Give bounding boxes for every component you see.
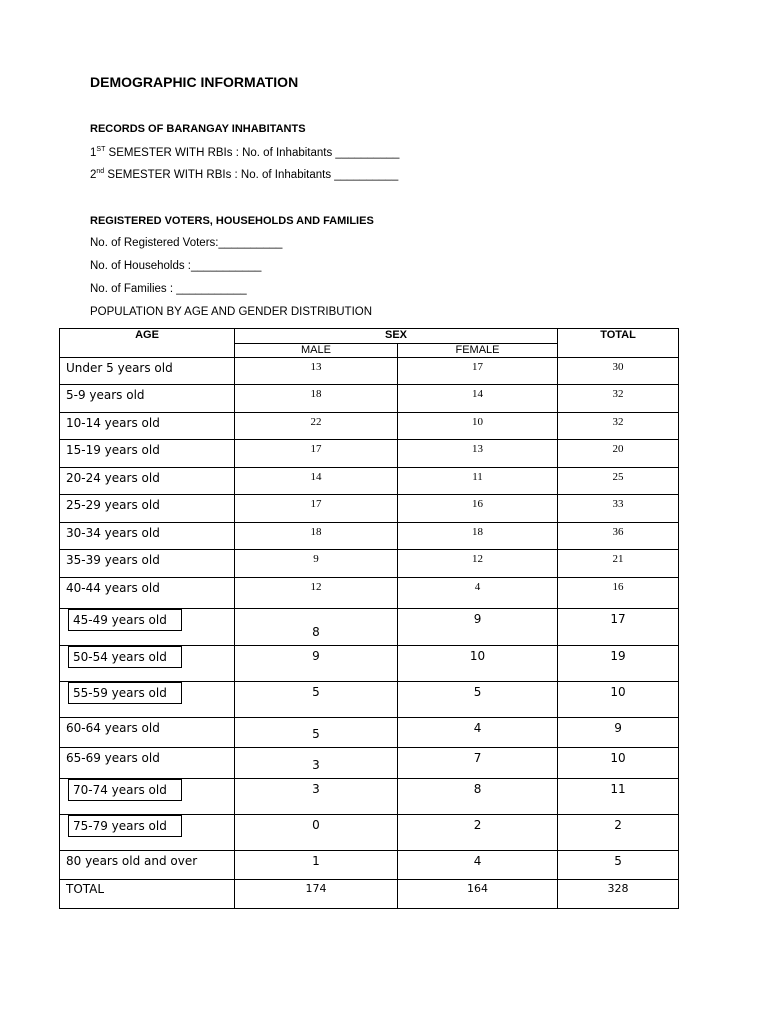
male-count-value: 9 — [312, 649, 320, 663]
table-row — [60, 851, 679, 880]
male-count-value: 5 — [312, 685, 320, 699]
age-group-label: 15-19 years old — [66, 443, 160, 457]
male-column-header: MALE — [235, 344, 398, 358]
male-count-value: 12 — [310, 581, 322, 593]
table-row — [60, 440, 679, 468]
male-count-value: 13 — [310, 361, 322, 373]
female-count-value: 13 — [472, 443, 483, 455]
age-group-cell — [60, 440, 235, 468]
female-count-cell — [398, 682, 558, 718]
female-count-cell — [398, 440, 558, 468]
male-count-cell — [235, 358, 398, 385]
age-group-cell — [60, 682, 235, 718]
age-group-label: 35-39 years old — [66, 553, 160, 567]
total-count-cell — [558, 646, 679, 682]
households-line: No. of Households :___________ — [90, 260, 262, 272]
total-count-value: 16 — [612, 581, 624, 593]
female-count-value: 7 — [473, 751, 482, 765]
age-group-cell — [60, 646, 235, 682]
total-count-value: 9 — [614, 721, 622, 735]
age-group-label: 25-29 years old — [66, 498, 160, 512]
total-count-value: 11 — [610, 782, 626, 796]
voters-heading: REGISTERED VOTERS, HOUSEHOLDS AND FAMILIES — [90, 215, 374, 227]
age-group-label: 50-54 years old — [68, 646, 182, 668]
age-group-cell — [60, 851, 235, 880]
table-row — [60, 748, 679, 779]
total-column-header: TOTAL — [558, 329, 679, 358]
total-count-cell — [558, 358, 679, 385]
table-row — [60, 578, 679, 609]
total-count-value: 5 — [614, 854, 622, 868]
female-count-cell — [398, 851, 558, 880]
female-count-value: 4 — [473, 854, 482, 868]
age-group-cell — [60, 748, 235, 779]
total-count-value: 32 — [612, 416, 624, 428]
age-group-cell — [60, 358, 235, 385]
table-row — [60, 646, 679, 682]
female-count-cell — [398, 718, 558, 748]
female-count-cell — [398, 550, 558, 578]
table-row — [60, 385, 679, 413]
female-count-cell — [398, 413, 558, 440]
table-row — [60, 468, 679, 495]
families-line: No. of Families : ___________ — [90, 283, 247, 295]
total-count-value: 20 — [612, 443, 624, 455]
age-group-label: Under 5 years old — [66, 361, 173, 375]
total-count-value: 2 — [614, 818, 622, 832]
female-count-cell — [398, 468, 558, 495]
age-group-cell — [60, 385, 235, 413]
male-count-cell — [235, 815, 398, 851]
age-group-cell — [60, 718, 235, 748]
male-count-cell — [235, 682, 398, 718]
age-group-label: 75-79 years old — [68, 815, 182, 837]
female-count-cell — [398, 495, 558, 523]
female-count-value: 9 — [473, 612, 482, 626]
age-group-label: 70-74 years old — [68, 779, 182, 801]
female-count-value: 10 — [472, 416, 483, 428]
table-row — [60, 495, 679, 523]
male-count-value: 14 — [310, 471, 322, 483]
age-group-label: 80 years old and over — [66, 854, 198, 868]
total-count-value: 10 — [610, 751, 626, 765]
age-group-cell — [60, 815, 235, 851]
female-count-cell — [398, 609, 558, 646]
age-group-label: 30-34 years old — [66, 526, 160, 540]
sex-column-header: SEX — [235, 329, 558, 344]
grand-total-female: 164 — [398, 880, 558, 909]
male-count-value: 18 — [310, 388, 322, 400]
total-row — [60, 880, 679, 909]
total-count-value: 21 — [612, 553, 624, 565]
male-count-cell — [235, 609, 398, 646]
age-group-label: 20-24 years old — [66, 471, 160, 485]
semester-2-text: SEMESTER WITH RBIs : No. of Inhabitants __________ — [104, 168, 399, 181]
male-count-value: 9 — [313, 553, 319, 565]
age-group-label: 55-59 years old — [68, 682, 182, 704]
registered-voters-line: No. of Registered Voters:__________ — [90, 237, 283, 249]
table-row — [60, 718, 679, 748]
total-count-value: 32 — [612, 388, 624, 400]
female-count-cell — [398, 523, 558, 550]
male-count-cell — [235, 779, 398, 815]
male-count-cell — [235, 523, 398, 550]
semester-1-ordinal: ST — [96, 146, 106, 153]
table-row — [60, 779, 679, 815]
female-count-value: 4 — [473, 721, 482, 735]
age-column-header: AGE — [60, 329, 235, 358]
male-count-cell — [235, 413, 398, 440]
male-count-cell — [235, 748, 398, 779]
male-count-cell — [235, 578, 398, 609]
age-group-label: 65-69 years old — [66, 751, 160, 765]
table-row — [60, 523, 679, 550]
semester-1-line — [90, 146, 399, 159]
male-count-cell — [235, 468, 398, 495]
total-count-value: 19 — [610, 649, 626, 663]
male-count-cell — [235, 718, 398, 748]
population-heading: POPULATION BY AGE AND GENDER DISTRIBUTION — [90, 306, 373, 318]
total-count-cell — [558, 385, 679, 413]
male-count-value: 3 — [312, 758, 320, 772]
female-count-value: 5 — [473, 685, 482, 699]
age-group-label: 5-9 years old — [66, 388, 145, 402]
table-row — [60, 815, 679, 851]
female-count-cell — [398, 748, 558, 779]
male-count-value: 1 — [312, 854, 320, 868]
female-count-value: 18 — [472, 526, 483, 538]
total-count-cell — [558, 440, 679, 468]
female-count-cell — [398, 646, 558, 682]
semester-2-line — [90, 168, 398, 181]
male-count-cell — [235, 550, 398, 578]
total-count-cell — [558, 682, 679, 718]
total-count-cell — [558, 550, 679, 578]
total-count-value: 33 — [612, 498, 624, 510]
document-title: DEMOGRAPHIC INFORMATION — [90, 74, 299, 90]
age-group-label: 60-64 years old — [66, 721, 160, 735]
semester-1-text: SEMESTER WITH RBIs : No. of Inhabitants __________ — [105, 146, 400, 159]
male-count-value: 3 — [312, 782, 320, 796]
age-group-cell — [60, 468, 235, 495]
female-count-value: 10 — [469, 649, 486, 663]
total-count-cell — [558, 851, 679, 880]
male-count-value: 22 — [310, 416, 322, 428]
female-count-value: 17 — [472, 361, 483, 373]
total-count-cell — [558, 413, 679, 440]
female-count-value: 12 — [472, 553, 483, 565]
age-group-cell — [60, 523, 235, 550]
total-count-cell — [558, 718, 679, 748]
total-count-cell — [558, 609, 679, 646]
age-group-cell — [60, 550, 235, 578]
grand-total-male: 174 — [235, 880, 398, 909]
table-row — [60, 413, 679, 440]
total-count-cell — [558, 495, 679, 523]
age-group-cell — [60, 779, 235, 815]
table-row — [60, 682, 679, 718]
male-count-cell — [235, 851, 398, 880]
female-column-header: FEMALE — [398, 344, 558, 358]
semester-2-number: 2 — [90, 168, 97, 181]
total-count-cell — [558, 468, 679, 495]
female-count-value: 8 — [473, 782, 482, 796]
age-group-cell — [60, 609, 235, 646]
population-table-body — [60, 358, 679, 909]
semester-1-number: 1 — [90, 146, 97, 159]
age-group-cell — [60, 413, 235, 440]
female-count-value: 11 — [472, 471, 483, 483]
male-count-value: 5 — [312, 727, 320, 741]
total-count-cell — [558, 779, 679, 815]
male-count-cell — [235, 646, 398, 682]
male-count-value: 17 — [310, 498, 322, 510]
table-row — [60, 358, 679, 385]
female-count-cell — [398, 578, 558, 609]
total-count-value: 25 — [612, 471, 624, 483]
male-count-value: 0 — [312, 818, 320, 832]
female-count-cell — [398, 385, 558, 413]
male-count-value: 18 — [310, 526, 322, 538]
total-count-cell — [558, 815, 679, 851]
semester-2-ordinal: nd — [96, 168, 105, 175]
total-count-value: 10 — [610, 685, 626, 699]
female-count-value: 14 — [472, 388, 483, 400]
total-count-value: 17 — [610, 612, 626, 626]
total-count-cell — [558, 748, 679, 779]
age-group-cell — [60, 495, 235, 523]
female-count-value: 2 — [473, 818, 482, 832]
table-row — [60, 609, 679, 646]
grand-total-total: 328 — [558, 880, 679, 909]
male-count-value: 17 — [310, 443, 322, 455]
table-row — [60, 550, 679, 578]
age-group-label: 45-49 years old — [68, 609, 182, 631]
female-count-cell — [398, 779, 558, 815]
male-count-cell — [235, 495, 398, 523]
total-count-value: 36 — [612, 526, 624, 538]
male-count-cell — [235, 385, 398, 413]
age-group-label: 40-44 years old — [66, 581, 160, 595]
rbi-heading: RECORDS OF BARANGAY INHABITANTS — [90, 123, 306, 135]
total-label: TOTAL — [60, 880, 235, 909]
total-count-cell — [558, 578, 679, 609]
total-count-value: 30 — [612, 361, 624, 373]
female-count-cell — [398, 358, 558, 385]
age-group-label: 10-14 years old — [66, 416, 160, 430]
male-count-cell — [235, 440, 398, 468]
total-count-cell — [558, 523, 679, 550]
female-count-value: 16 — [472, 498, 483, 510]
female-count-cell — [398, 815, 558, 851]
male-count-value: 8 — [312, 625, 320, 639]
population-table — [59, 328, 679, 909]
age-group-cell — [60, 578, 235, 609]
female-count-value: 4 — [474, 581, 481, 593]
